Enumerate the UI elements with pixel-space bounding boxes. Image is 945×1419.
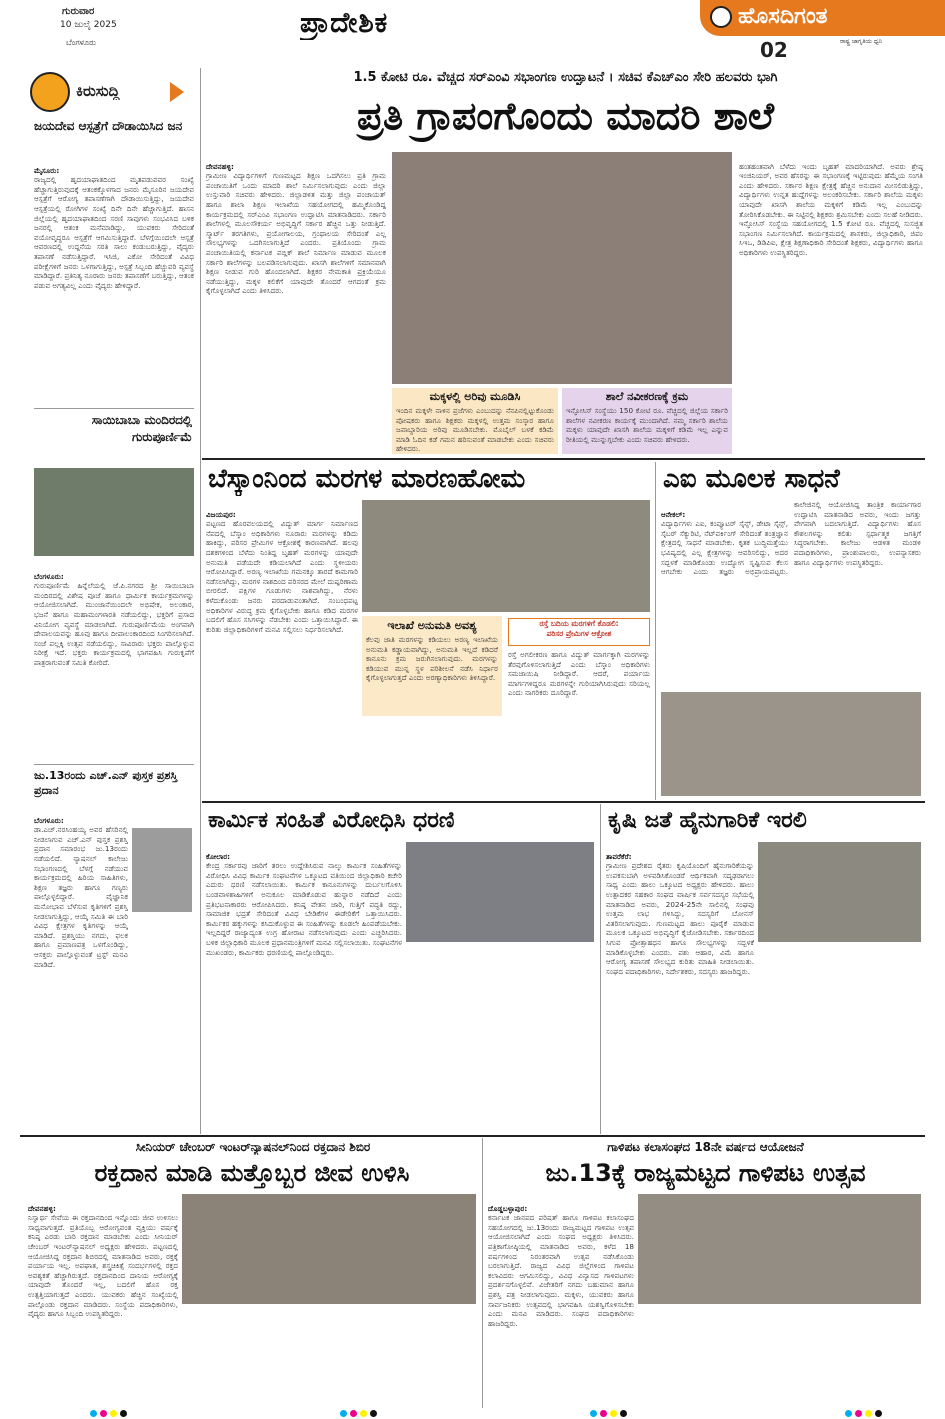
kite-dateline: ದೊಡ್ಡಬಳ್ಳಾಪುರ: — [488, 1203, 528, 1213]
masthead — [0, 0, 945, 64]
page-number: 02 — [760, 38, 788, 62]
masthead-day: ಗುರುವಾರ — [62, 6, 95, 17]
lead-box1-body: ಇಂದಿನ ಮಕ್ಕಳೇ ನಾಳಿನ ಪ್ರಜೆಗಳು ಎಂಬುದನ್ನು ನೆನಪಿನಲ್ಲಿಟ್ಟುಕೊಂಡು ಪೋಷಕರು ಹಾಗೂ ಶಿಕ್ಷಕರು ಮಕ್ಕಳಲ್ಲಿ ಉತ್ತಮ ಸಂಸ್ಕಾರ ಹಾಗೂ ಜವಾಬ್ದಾರಿಯ ಅರಿವು ಮೂಡಿಸಬೇಕು. ಮೊಬೈಲ್ ಬಳಕೆ ಕಡಿಮೆ ಮಾಡಿ ಓದಿನ ಕಡೆ ಗಮನ ಹರಿಸುವಂತೆ ಮಾಡಬೇಕು ಎಂದು ಸಚಿವರು ಹೇಳಿದರು. — [396, 406, 554, 454]
black-dot — [120, 1410, 127, 1417]
ai-story — [657, 462, 925, 800]
magenta-dot — [855, 1410, 862, 1417]
labour-headline: ಕಾರ್ಮಿಕ ಸಂಹಿತೆ ವಿರೋಧಿಸಿ ಧರಣಿ — [208, 808, 455, 833]
magenta-dot — [350, 1410, 357, 1417]
trees-box2-title: ರಸ್ತೆ ಬದಿಯ ಮರಗಳಿಗೆ ಕೊಡಲಿ: — [539, 619, 619, 628]
banner-arrow — [170, 82, 184, 102]
dairy-headline: ಕೃಷಿ ಜತೆ ಹೈನುಗಾರಿಕೆ ಇರಲಿ — [608, 808, 807, 833]
paper-logo — [700, 0, 945, 36]
brief2-photo — [34, 468, 194, 556]
blood-story — [20, 1138, 480, 1408]
section-title: ಪ್ರಾದೇಶಿಕ — [300, 6, 389, 39]
labour-dairy-rule — [600, 804, 601, 1134]
registration-marks-center — [340, 1410, 380, 1418]
lead-box2 — [562, 388, 732, 454]
lead-dateline: ದೇವನಹಳ್ಳಿ: — [206, 161, 234, 171]
brief2-title: ಸಾಯಿಬಾಬಾ ಮಂದಿರದಲ್ಲಿ ಗುರುಪೂರ್ಣಿಮೆ — [91, 413, 192, 444]
lead-box2-title: ಶಾಲೆ ನವೀಕರಣಕ್ಕೆ ಕ್ರಮ — [605, 390, 689, 403]
brief-divider-1 — [34, 408, 194, 409]
blood-dateline: ದೇವನಹಳ್ಳಿ: — [28, 1203, 56, 1213]
trees-dateline: ವಿಜಯಪುರ: — [206, 509, 236, 519]
yellow-dot — [865, 1410, 872, 1417]
bottom-band-rule — [20, 1135, 925, 1137]
brief2-text: ಗುರುಪೂರ್ಣಿಮೆ ಹಿನ್ನೆಲೆಯಲ್ಲಿ ಜೆ.ಪಿ.ನಗರದ ಶ್ರೀ ಸಾಯಿಬಾಬಾ ಮಂದಿರದಲ್ಲಿ ವಿಶೇಷ ಪೂಜೆ ಹಾಗೂ ಧಾರ್ಮಿಕ ಕಾರ್ಯಕ್ರಮಗಳನ್ನು ಆಯೋಜಿಸಲಾಗಿದೆ. ಮುಂಜಾನೆಯಿಂದಲೇ ಅಭಿಷೇಕ, ಅಲಂಕಾರ, ಭಜನೆ ಹಾಗೂ ಮಹಾಮಂಗಳಾರತಿ ನಡೆಯಲಿದ್ದು, ಭಕ್ತರಿಗೆ ಪ್ರಸಾದ ವಿನಿಯೋಗ ವ್ಯವಸ್ಥೆ ಮಾಡಲಾಗಿದೆ. ಗುರುಪೂರ್ಣಿಮೆಯ ಅಂಗವಾಗಿ ದೇವಾಲಯವನ್ನು ಹೂವು ಹಾಗೂ ದೀಪಾಲಂಕಾರದಿಂದ ಸಿಂಗರಿಸಲಾಗಿದೆ. ಸಂಜೆ ಪಲ್ಲಕ್ಕಿ ಉತ್ಸವ ನಡೆಯಲಿದ್ದು, ಸಾವಿರಾರು ಭಕ್ತರು ಪಾಲ್ಗೊಳ್ಳುವ ನಿರೀಕ್ಷೆ ಇದೆ. ಭಕ್ತರು ಕಾರ್ಯಕ್ರಮದಲ್ಲಿ ಭಾಗವಹಿಸಿ ಗುರುಕೃಪೆಗೆ ಪಾತ್ರರಾಗುವಂತೆ ಸಮಿತಿ ಕೋರಿದೆ. — [34, 581, 194, 667]
lead-bottom-rule — [202, 458, 925, 460]
lead-col2-text: ಹಂತಹಂತವಾಗಿ ಬೆಳೆದು ಇಂದು ಬೃಹತ್ ಮಾದರಿಯಾಗಿದೆ. ಅವರು ಶ್ರೇಷ್ಠ ಇಂಜಿನಿಯರ್, ಅವರ ಹೆಸರನ್ನು ಈ ಸಭಾಂಗಣಕ್ಕೆ ಇಟ್ಟಿರುವುದು ಹೆಮ್ಮೆಯ ಸಂಗತಿ ಎಂದು ಹೇಳಿದರು. ಸರ್ಕಾರ ಶಿಕ್ಷಣ ಕ್ಷೇತ್ರಕ್ಕೆ ಹೆಚ್ಚಿನ ಅನುದಾನ ಮೀಸಲಿಡುತ್ತಿದ್ದು, ವಿದ್ಯಾರ್ಥಿಗಳು ಉನ್ನತ ಹುದ್ದೆಗಳನ್ನು ಅಲಂಕರಿಸಬೇಕು. ಸರ್ಕಾರಿ ಶಾಲೆಯ ಮಕ್ಕಳು ಯಾವುದೇ ಖಾಸಗಿ ಶಾಲೆಯ ಮಕ್ಕಳಿಗೆ ಕಡಿಮೆ ಇಲ್ಲ ಎಂಬುದನ್ನು ತೋರಿಸಿಕೊಡಬೇಕು. ಈ ನಿಟ್ಟಿನಲ್ಲಿ ಶಿಕ್ಷಕರು ಶ್ರಮಿಸಬೇಕು ಎಂದು ಸಲಹೆ ನೀಡಿದರು. ಇನ್ಫೋಸಿಸ್ ಸಂಸ್ಥೆಯ ಸಹಯೋಗದಲ್ಲಿ 1.5 ಕೋಟಿ ರೂ. ವೆಚ್ಚದಲ್ಲಿ ಸುಸಜ್ಜಿತ ಸಭಾಂಗಣ ನಿರ್ಮಿಸಲಾಗಿದೆ. ಕಾರ್ಯಕ್ರಮದಲ್ಲಿ ಶಾಸಕರು, ಜಿಲ್ಲಾಧಿಕಾರಿ, ಜಿಪಂ ಸಿಇಒ, ಡಿಡಿಪಿಐ, ಕ್ಷೇತ್ರ ಶಿಕ್ಷಣಾಧಿಕಾರಿ ಸೇರಿದಂತೆ ಶಿಕ್ಷಕರು, ವಿದ್ಯಾರ್ಥಿಗಳು ಹಾಗೂ ಅಧಿಕಾರಿಗಳು ಉಪಸ್ಥಿತರಿದ್ದರು. — [739, 161, 923, 257]
registration-marks-mid — [590, 1410, 630, 1418]
lead-kicker: 1.5 ಕೋಟಿ ರೂ. ವೆಚ್ಚದ ಸರ್‌ಎಂವಿ ಸಭಾಂಗಣ ಉದ್ಘಾಟನೆ । ಸಚಿವ ಕೆಎಚ್‌ಎಂ ಸೇರಿ ಹಲವರು ಭಾಗಿ — [353, 70, 778, 85]
ai-photo — [661, 692, 921, 796]
paper-tagline: ರಾಷ್ಟ್ರ ಜಾಗೃತಿಯ ಧ್ವನಿ — [840, 38, 883, 45]
brief1-text: ರಾಜ್ಯದಲ್ಲಿ ಹೃದಯಾಘಾತದಿಂದ ಮೃತಪಡುವವರ ಸಂಖ್ಯೆ ಹೆಚ್ಚಾಗುತ್ತಿರುವುದಕ್ಕೆ ಆತಂಕಕ್ಕೊಳಗಾದ ಜನರು ಮೈಸೂರಿನ ಜಯದೇವ ಆಸ್ಪತ್ರೆಗೆ ಆರೋಗ್ಯ ತಪಾಸಣೆಗಾಗಿ ದೌಡಾಯಿಸುತ್ತಿದ್ದು, ಜಯದೇವ ಆಸ್ಪತ್ರೆಯಲ್ಲಿ ರೋಗಿಗಳ ಸಂಖ್ಯೆ ದಿನೇ ದಿನೇ ಹೆಚ್ಚಾಗುತ್ತಿದೆ. ಹಾಸನ ಜಿಲ್ಲೆಯಲ್ಲಿ ಹೃದಯಾಘಾತದಿಂದ ಸರಣಿ ಸಾವುಗಳು ಸಂಭವಿಸಿದ ಬಳಿಕ ಜನರಲ್ಲಿ ಆತಂಕ ಮನೆಮಾಡಿದ್ದು, ಯುವಕರು ಸೇರಿದಂತೆ ವಯೋವೃದ್ಧರೂ ಆಸ್ಪತ್ರೆಗೆ ಆಗಮಿಸುತ್ತಿದ್ದಾರೆ. ಬೆಳಗ್ಗೆಯಿಂದಲೇ ಆಸ್ಪತ್ರೆ ಆವರಣದಲ್ಲಿ ಉದ್ದನೆಯ ಸರತಿ ಸಾಲು ಕಂಡುಬರುತ್ತಿದ್ದು, ವೈದ್ಯರು ತಪಾಸಣೆ ನಡೆಸುತ್ತಿದ್ದಾರೆ. ಇಸಿಜಿ, ಎಕೋ ಸೇರಿದಂತೆ ವಿವಿಧ ಪರೀಕ್ಷೆಗಳಿಗೆ ಜನರು ಒಳಗಾಗುತ್ತಿದ್ದು, ಆಸ್ಪತ್ರೆ ಸಿಬ್ಬಂದಿ ಹೆಚ್ಚುವರಿ ವ್ಯವಸ್ಥೆ ಮಾಡಿದ್ದಾರೆ. ಪ್ರತಿನಿತ್ಯ ನೂರಾರು ಜನರು ತಪಾಸಣೆಗೆ ಬರುತ್ತಿದ್ದು, ಆತಂಕ ಪಡುವ ಅಗತ್ಯವಿಲ್ಲ ಎಂದು ವೈದ್ಯರು ಹೇಳಿದ್ದಾರೆ. — [34, 175, 194, 290]
ai-text: ವಿದ್ಯಾರ್ಥಿಗಳು ಎಐ, ಕಂಪ್ಯೂಟರ್ ಸೈನ್ಸ್, ಡೇಟಾ ಸೈನ್ಸ್, ಸೈಬರ್ ಸೆಕ್ಯುರಿಟಿ, ನೆಟ್‌ವರ್ಕಿಂಗ್ ಸೇರಿದಂತೆ ತಂತ್ರಜ್ಞಾನ ಕ್ಷೇತ್ರದಲ್ಲಿ ಸಾಧನೆ ಮಾಡಬೇಕು. ಕೃತಕ ಬುದ್ಧಿಮತ್ತೆಯು ಭವಿಷ್ಯದಲ್ಲಿ ಎಲ್ಲ ಕ್ಷೇತ್ರಗಳನ್ನು ಆವರಿಸಲಿದ್ದು, ಅದರ ಸದ್ಬಳಕೆ ಮಾಡಿಕೊಂಡು ಉದ್ಯೋಗ ಸೃಷ್ಟಿಸುವ ಕೆಲಸ ಆಗಬೇಕು ಎಂದು ತಜ್ಞರು ಅಭಿಪ್ರಾಯಪಟ್ಟರು. ಕಾಲೇಜಿನಲ್ಲಿ ಆಯೋಜಿಸಿದ್ದ ತಾಂತ್ರಿಕ ಕಾರ್ಯಾಗಾರ ಉದ್ಘಾಟಿಸಿ ಮಾತನಾಡಿದ ಅವರು, ಇಂದು ಜಗತ್ತು ವೇಗವಾಗಿ ಬದಲಾಗುತ್ತಿದೆ. ವಿದ್ಯಾರ್ಥಿಗಳು ಹೊಸ ಕೌಶಲಗಳನ್ನು ಕಲಿತು ಸ್ಪರ್ಧಾತ್ಮಕ ಜಗತ್ತಿಗೆ ಸಿದ್ಧರಾಗಬೇಕು. ಕಾಲೇಜು ಆಡಳಿತ ಮಂಡಳಿ ಪದಾಧಿಕಾರಿಗಳು, ಪ್ರಾಂಶುಪಾಲರು, ಉಪನ್ಯಾಸಕರು ಹಾಗೂ ವಿದ್ಯಾರ್ಥಿಗಳು ಉಪಸ್ಥಿತರಿದ್ದರು. — [661, 500, 921, 577]
lead-headline: ಪ್ರತಿ ಗ್ರಾಪಂಗೊಂದು ಮಾದರಿ ಶಾಲೆ — [356, 94, 775, 138]
labour-text: ಕೇಂದ್ರ ಸರ್ಕಾರವು ಜಾರಿಗೆ ತರಲು ಉದ್ದೇಶಿಸಿರುವ ನಾಲ್ಕು ಕಾರ್ಮಿಕ ಸಂಹಿತೆಗಳನ್ನು ವಿರೋಧಿಸಿ ವಿವಿಧ ಕಾರ್ಮಿಕ ಸಂಘಟನೆಗಳ ಒಕ್ಕೂಟದ ವತಿಯಿಂದ ಜಿಲ್ಲಾಧಿಕಾರಿ ಕಚೇರಿ ಎದುರು ಧರಣಿ ನಡೆಸಲಾಯಿತು. ಕಾರ್ಮಿಕ ಕಾನೂನುಗಳನ್ನು ದುರ್ಬಲಗೊಳಿಸಿ ಬಂಡವಾಳಶಾಹಿಗಳಿಗೆ ಅನುಕೂಲ ಮಾಡಿಕೊಡುವ ಹುನ್ನಾರ ನಡೆದಿದೆ ಎಂದು ಪ್ರತಿಭಟನಾಕಾರರು ಆರೋಪಿಸಿದರು. ಕನಿಷ್ಠ ವೇತನ ಜಾರಿ, ಗುತ್ತಿಗೆ ಪದ್ಧತಿ ರದ್ದು, ಸಾಮಾಜಿಕ ಭದ್ರತೆ ಸೇರಿದಂತೆ ವಿವಿಧ ಬೇಡಿಕೆಗಳ ಈಡೇರಿಕೆಗೆ ಒತ್ತಾಯಿಸಿದರು. ಕಾರ್ಮಿಕರ ಹಕ್ಕುಗಳನ್ನು ಕಸಿದುಕೊಳ್ಳುವ ಈ ಸಂಹಿತೆಗಳನ್ನು ಕೂಡಲೇ ಹಿಂಪಡೆಯಬೇಕು. ಇಲ್ಲದಿದ್ದರೆ ರಾಜ್ಯಾದ್ಯಂತ ಉಗ್ರ ಹೋರಾಟ ನಡೆಸಲಾಗುವುದು ಎಂದು ಎಚ್ಚರಿಸಿದರು. ಬಳಿಕ ಜಿಲ್ಲಾಧಿಕಾರಿ ಮೂಲಕ ಪ್ರಧಾನಮಂತ್ರಿಗಳಿಗೆ ಮನವಿ ಸಲ್ಲಿಸಲಾಯಿತು. ಸಂಘಟನೆಗಳ ಮುಖಂಡರು, ಕಾರ್ಮಿಕರು ಧರಣಿಯಲ್ಲಿ ಪಾಲ್ಗೊಂಡಿದ್ದರು. — [206, 861, 402, 957]
blood-text: ನಿಸ್ವಾರ್ಥ ಸೇವೆಯ ಈ ರಕ್ತದಾನದಿಂದ ಇನ್ನೊಂದು ಜೀವ ಉಳಿಸಲು ಸಾಧ್ಯವಾಗುತ್ತದೆ. ಪ್ರತಿಯೊಬ್ಬ ಆರೋಗ್ಯವಂತ ವ್ಯಕ್ತಿಯು ವರ್ಷಕ್ಕೆ ಕನಿಷ್ಠ ಎರಡು ಬಾರಿ ರಕ್ತದಾನ ಮಾಡಬೇಕು ಎಂದು ಸೀನಿಯರ್ ಚೇಂಬರ್ ಇಂಟರ್‌ನ್ಯಾಷನಲ್ ಅಧ್ಯಕ್ಷರು ಹೇಳಿದರು. ಪಟ್ಟಣದಲ್ಲಿ ಆಯೋಜಿಸಿದ್ದ ರಕ್ತದಾನ ಶಿಬಿರದಲ್ಲಿ ಮಾತನಾಡಿದ ಅವರು, ರಕ್ತಕ್ಕೆ ಪರ್ಯಾಯ ಇಲ್ಲ. ಅಪಘಾತ, ಶಸ್ತ್ರಚಿಕಿತ್ಸೆ ಸಂದರ್ಭಗಳಲ್ಲಿ ರಕ್ತದ ಅವಶ್ಯಕತೆ ಹೆಚ್ಚಾಗಿರುತ್ತದೆ. ರಕ್ತದಾನದಿಂದ ದಾನಿಯ ಆರೋಗ್ಯಕ್ಕೆ ಯಾವುದೇ ತೊಂದರೆ ಇಲ್ಲ, ಬದಲಿಗೆ ಹೊಸ ರಕ್ತ ಉತ್ಪತ್ತಿಯಾಗುತ್ತದೆ ಎಂದರು. ಯುವಕರು ಹೆಚ್ಚಿನ ಸಂಖ್ಯೆಯಲ್ಲಿ ಪಾಲ್ಗೊಂಡು ರಕ್ತದಾನ ಮಾಡಿದರು. ಸಂಸ್ಥೆಯ ಪದಾಧಿಕಾರಿಗಳು, ವೈದ್ಯರು ಹಾಗೂ ಸಿಬ್ಬಂದಿ ಉಪಸ್ಥಿತರಿದ್ದರು. — [28, 1213, 178, 1319]
pointing-hand-icon — [30, 72, 70, 112]
ai-body — [661, 500, 921, 686]
ai-dateline: ಆನೇಕಲ್: — [661, 509, 686, 519]
kirusuddi-banner — [30, 72, 190, 112]
lead-box2-body: ಇನ್ಫೋಸಿಸ್ ಸಂಸ್ಥೆಯು 150 ಕೋಟಿ ರೂ. ವೆಚ್ಚದಲ್ಲಿ ಜಿಲ್ಲೆಯ ಸರ್ಕಾರಿ ಶಾಲೆಗಳ ನವೀಕರಣ ಕಾರ್ಯಕ್ಕೆ ಮುಂದಾಗಿದೆ. ನಮ್ಮ ಸರ್ಕಾರಿ ಶಾಲೆಯ ಮಕ್ಕಳು ಯಾವುದೇ ಖಾಸಗಿ ಶಾಲೆಯ ಮಕ್ಕಳಿಗೆ ಕಡಿಮೆ ಇಲ್ಲ ಎನ್ನುವ ರೀತಿಯಲ್ಲಿ ಮುನ್ನುಗ್ಗಬೇಕು ಎಂದು ಸಚಿವರು ಹೇಳಿದರು. — [566, 406, 728, 444]
paper-name: ಹೊಸದಿಗಂತ — [738, 4, 828, 29]
logo-emblem-icon — [710, 6, 732, 28]
trees-box1 — [362, 616, 502, 716]
left-column-rule — [200, 68, 201, 1134]
trees-body — [206, 500, 358, 796]
lead-col1 — [206, 152, 386, 452]
registration-marks-right — [845, 1410, 885, 1418]
lead-story — [202, 66, 925, 458]
lead-photo — [392, 152, 732, 384]
labour-body — [206, 842, 402, 1130]
yellow-dot — [110, 1410, 117, 1417]
trees-story — [202, 462, 654, 800]
kite-body — [488, 1194, 634, 1404]
brief2-body — [34, 562, 194, 762]
brief2-dateline: ಬೆಂಗಳೂರು: — [34, 571, 64, 581]
blood-headline: ರಕ್ತದಾನ ಮಾಡಿ ಮತ್ತೊಬ್ಬರ ಜೀವ ಉಳಿಸಿ — [94, 1159, 410, 1187]
trees-headline: ಬೆಸ್ಕಾಂನಿಂದ ಮರಗಳ ಮಾರಣಹೋಮ — [208, 464, 526, 494]
kite-story — [484, 1138, 925, 1408]
brief3-text: ಡಾ.ಎಚ್.ನರಸಿಂಹಯ್ಯ ಅವರ ಹೆಸರಿನಲ್ಲಿ ನೀಡಲಾಗುವ ಎಚ್.ಎನ್ ಪುಸ್ತಕ ಪ್ರಶಸ್ತಿ ಪ್ರದಾನ ಸಮಾರಂಭ ಜು.13ರಂದು ನಡೆಯಲಿದೆ. ನ್ಯಾಷನಲ್ ಕಾಲೇಜು ಸಭಾಂಗಣದಲ್ಲಿ ಬೆಳಗ್ಗೆ ನಡೆಯುವ ಕಾರ್ಯಕ್ರಮದಲ್ಲಿ ಹಿರಿಯ ಸಾಹಿತಿಗಳು, ಶಿಕ್ಷಣ ತಜ್ಞರು ಹಾಗೂ ಗಣ್ಯರು ಪಾಲ್ಗೊಳ್ಳಲಿದ್ದಾರೆ. ವೈಜ್ಞಾನಿಕ ಮನೋಭಾವ ಬೆಳೆಸುವ ಕೃತಿಗಳಿಗೆ ಪ್ರಶಸ್ತಿ ನೀಡಲಾಗುತ್ತಿದ್ದು, ಆಯ್ಕೆ ಸಮಿತಿ ಈ ಬಾರಿ ವಿವಿಧ ಕ್ಷೇತ್ರಗಳ ಕೃತಿಗಳನ್ನು ಆಯ್ಕೆ ಮಾಡಿದೆ. ಪ್ರಶಸ್ತಿಯು ನಗದು, ಫಲಕ ಹಾಗೂ ಪ್ರಮಾಣಪತ್ರ ಒಳಗೊಂಡಿದ್ದು, ಆಸಕ್ತರು ಪಾಲ್ಗೊಳ್ಳುವಂತೆ ಟ್ರಸ್ಟ್ ಮನವಿ ಮಾಡಿದೆ. — [34, 825, 128, 969]
trees-text: ಪಟ್ಟಣದ ಹೊರವಲಯದಲ್ಲಿ ವಿದ್ಯುತ್ ಮಾರ್ಗ ನಿರ್ಮಾಣದ ನೆಪದಲ್ಲಿ ಬೆಸ್ಕಾಂ ಅಧಿಕಾರಿಗಳು ನೂರಾರು ಮರಗಳನ್ನು ಕಡಿದು ಹಾಕಿದ್ದು, ಪರಿಸರ ಪ್ರೇಮಿಗಳ ಆಕ್ರೋಶಕ್ಕೆ ಕಾರಣವಾಗಿದೆ. ಹಲವು ದಶಕಗಳಿಂದ ಬೆಳೆದು ನಿಂತಿದ್ದ ಬೃಹತ್ ಮರಗಳನ್ನು ಯಾವುದೇ ಅನುಮತಿ ಪಡೆಯದೇ ಕಡಿಯಲಾಗಿದೆ ಎಂದು ಸ್ಥಳೀಯರು ಆರೋಪಿಸಿದ್ದಾರೆ. ಅರಣ್ಯ ಇಲಾಖೆಯ ಗಮನಕ್ಕೂ ತಾರದೆ ಕಾಮಗಾರಿ ನಡೆಸಲಾಗಿದ್ದು, ಮರಗಳ ನಾಶದಿಂದ ಪರಿಸರದ ಮೇಲೆ ದುಷ್ಪರಿಣಾಮ ಬೀರಲಿದೆ. ಪಕ್ಷಿಗಳ ಗೂಡುಗಳು ನಾಶವಾಗಿದ್ದು, ನೆರಳು ಕಳೆದುಕೊಂಡು ಜನರು ಪರದಾಡುವಂತಾಗಿದೆ. ಸಂಬಂಧಪಟ್ಟ ಅಧಿಕಾರಿಗಳ ವಿರುದ್ಧ ಕ್ರಮ ಕೈಗೊಳ್ಳಬೇಕು ಹಾಗೂ ಕಡಿದ ಮರಗಳ ಬದಲಿಗೆ ಹೊಸ ಸಸಿಗಳನ್ನು ನೆಡಬೇಕು ಎಂದು ಒತ್ತಾಯಿಸಿದ್ದಾರೆ. ಈ ಕುರಿತು ಜಿಲ್ಲಾಧಿಕಾರಿಗಳಿಗೆ ಮನವಿ ಸಲ್ಲಿಸಲು ನಿರ್ಧರಿಸಲಾಗಿದೆ. — [206, 519, 358, 634]
lead-box1-title: ಮಕ್ಕಳಲ್ಲಿ ಅರಿವು ಮೂಡಿಸಿ — [429, 390, 521, 403]
labour-story — [202, 804, 598, 1134]
trees-body2: ರಸ್ತೆ ಅಗಲೀಕರಣ ಹಾಗೂ ವಿದ್ಯುತ್ ಮಾರ್ಗಕ್ಕಾಗಿ ಮರಗಳನ್ನು ತೆರವುಗೊಳಿಸಲಾಗುತ್ತಿದೆ ಎಂದು ಬೆಸ್ಕಾಂ ಅಧಿಕಾರಿಗಳು ಸಮಜಾಯಿಷಿ ನೀಡಿದ್ದಾರೆ. ಆದರೆ, ಪರ್ಯಾಯ ಮಾರ್ಗಗಳಿದ್ದರೂ ಮರಗಳನ್ನೇ ಗುರಿಯಾಗಿಸಿರುವುದು ಸರಿಯಲ್ಲ ಎಂದು ನಾಗರಿಕರು ದೂರಿದ್ದಾರೆ. — [508, 650, 650, 698]
labour-photo — [406, 842, 594, 942]
lead-box1 — [392, 388, 558, 454]
black-dot — [875, 1410, 882, 1417]
brief1-dateline: ಮೈಸೂರು: — [34, 165, 60, 175]
dairy-story — [602, 804, 925, 1134]
cyan-dot — [845, 1410, 852, 1417]
registration-marks-left — [90, 1410, 130, 1418]
blood-kite-rule — [482, 1138, 483, 1408]
magenta-dot — [100, 1410, 107, 1417]
ai-headline: ಎಐ ಮೂಲಕ ಸಾಧನೆ — [663, 464, 840, 494]
blood-photo — [182, 1194, 476, 1304]
kite-photo — [638, 1194, 921, 1304]
trees-photo — [362, 500, 650, 612]
left-column — [20, 68, 200, 1134]
trees-box1-body: ಕೆಲವು ಜಾತಿ ಮರಗಳನ್ನು ಕಡಿಯಲು ಅರಣ್ಯ ಇಲಾಖೆಯ ಅನುಮತಿ ಕಡ್ಡಾಯವಾಗಿದ್ದು, ಅನುಮತಿ ಇಲ್ಲದೆ ಕಡಿದರೆ ಕಾನೂನು ಕ್ರಮ ಜರುಗಿಸಲಾಗುವುದು. ಮರಗಳನ್ನು ಕಡಿಯುವ ಮುನ್ನ ಸ್ಥಳ ಪರಿಶೀಲನೆ ನಡೆಸಿ ನಿರ್ಧಾರ ಕೈಗೊಳ್ಳಲಾಗುತ್ತದೆ ಎಂದು ಅರಣ್ಯಾಧಿಕಾರಿಗಳು ತಿಳಿಸಿದ್ದಾರೆ. — [366, 635, 498, 683]
trees-box2-body: ಪರಿಸರ ಪ್ರೇಮಿಗಳ ಆಕ್ರೋಶ — [546, 629, 612, 638]
brief3-title: ಜು.13ರಂದು ಎಚ್.ಎನ್ ಪುಸ್ತಕ ಪ್ರಶಸ್ತಿ ಪ್ರದಾನ — [34, 769, 178, 797]
yellow-dot — [360, 1410, 367, 1417]
trees-box1-title: ಇಲಾಖೆ ಅನುಮತಿ ಅವಶ್ಯ — [387, 619, 477, 632]
trees-box2 — [508, 618, 650, 646]
yellow-dot — [610, 1410, 617, 1417]
blood-kicker: ಸೀನಿಯರ್ ಚೇಂಬರ್ ಇಂಟರ್‌ನ್ಯಾಷನಲ್‌ನಿಂದ ರಕ್ತದಾನ ಶಿಬಿರ — [135, 1140, 371, 1154]
dairy-dateline: ತಾವರೆಕೆರೆ: — [606, 851, 632, 861]
black-dot — [620, 1410, 627, 1417]
brief3-portrait — [132, 828, 192, 912]
mid-rule-1 — [202, 801, 925, 803]
brief3-body — [34, 806, 128, 1126]
kite-headline: ಜು.13ಕ್ಕೆ ರಾಜ್ಯಮಟ್ಟದ ಗಾಳಿಪಟ ಉತ್ಸವ — [545, 1159, 866, 1187]
black-dot — [370, 1410, 377, 1417]
brief3-dateline: ಬೆಂಗಳೂರು: — [34, 815, 64, 825]
masthead-city: ಬೆಂಗಳೂರು — [66, 38, 96, 47]
lead-col1-text: ಗ್ರಾಮೀಣ ವಿದ್ಯಾರ್ಥಿಗಳಿಗೆ ಗುಣಮಟ್ಟದ ಶಿಕ್ಷಣ ಒದಗಿಸಲು ಪ್ರತಿ ಗ್ರಾಮ ಪಂಚಾಯಿತಿಗೆ ಒಂದು ಮಾದರಿ ಶಾಲೆ ನಿರ್ಮಿಸಲಾಗುವುದು ಎಂದು ಜಿಲ್ಲಾ ಉಸ್ತುವಾರಿ ಸಚಿವರು ಹೇಳಿದರು. ಜಿಲ್ಲಾಡಳಿತ ಮತ್ತು ಜಿಲ್ಲಾ ಪಂಚಾಯತ್ ಹಾಗೂ ಶಾಲಾ ಶಿಕ್ಷಣ ಇಲಾಖೆಯ ಸಹಯೋಗದಲ್ಲಿ ಹಮ್ಮಿಕೊಂಡಿದ್ದ ಕಾರ್ಯಕ್ರಮದಲ್ಲಿ ಸರ್‌ಎಂವಿ ಸಭಾಂಗಣ ಉದ್ಘಾಟಿಸಿ ಮಾತನಾಡಿದರು. ಸರ್ಕಾರಿ ಶಾಲೆಗಳಲ್ಲಿ ಮೂಲಸೌಕರ್ಯ ಅಭಿವೃದ್ಧಿಗೆ ಸರ್ಕಾರ ಹೆಚ್ಚಿನ ಒತ್ತು ನೀಡುತ್ತಿದೆ. ಸ್ಮಾರ್ಟ್ ತರಗತಿಗಳು, ಪ್ರಯೋಗಾಲಯ, ಗ್ರಂಥಾಲಯ ಸೇರಿದಂತೆ ಎಲ್ಲ ಸೌಲಭ್ಯಗಳನ್ನು ಒದಗಿಸಲಾಗುತ್ತಿದೆ ಎಂದರು. ಪ್ರತಿಯೊಂದು ಗ್ರಾಮ ಪಂಚಾಯಿತಿಯಲ್ಲಿ ಕರ್ನಾಟಕ ಪಬ್ಲಿಕ್ ಶಾಲೆ ನಿರ್ಮಾಣ ಮಾಡುವ ಮೂಲಕ ಸರ್ಕಾರಿ ಶಾಲೆಗಳನ್ನು ಬಲಪಡಿಸಲಾಗುವುದು. ಖಾಸಗಿ ಶಾಲೆಗಳಿಗೆ ಸಮಾನವಾಗಿ ಶಿಕ್ಷಣ ನೀಡುವ ಗುರಿ ಹೊಂದಲಾಗಿದೆ. ಶಿಕ್ಷಕರ ನೇಮಕಾತಿ ಪ್ರಕ್ರಿಯೆಯೂ ನಡೆಯುತ್ತಿದ್ದು, ಮಕ್ಕಳ ಕಲಿಕೆಗೆ ಯಾವುದೇ ತೊಂದರೆ ಆಗದಂತೆ ಕ್ರಮ ಕೈಗೊಳ್ಳಲಾಗಿದೆ ಎಂದು ತಿಳಿಸಿದರು. — [206, 171, 386, 296]
kirusuddi-label: ಕಿರುಸುದ್ದಿ — [76, 82, 120, 100]
dairy-body — [606, 842, 754, 1130]
labour-dateline: ಕೋಲಾರ: — [206, 851, 231, 861]
cyan-dot — [590, 1410, 597, 1417]
dairy-photo — [758, 842, 921, 942]
kite-kicker: ಗಾಳಿಪಟ ಕಲಾಸಂಘದ 18ನೇ ವರ್ಷದ ಆಯೋಜನೆ — [607, 1140, 804, 1154]
dairy-text: ಗ್ರಾಮೀಣ ಪ್ರದೇಶದ ರೈತರು ಕೃಷಿಯೊಂದಿಗೆ ಹೈನುಗಾರಿಕೆಯನ್ನು ಉಪಕಸುಬಾಗಿ ಅಳವಡಿಸಿಕೊಂಡರೆ ಆರ್ಥಿಕವಾಗಿ ಸದೃಢರಾಗಲು ಸಾಧ್ಯ ಎಂದು ಹಾಲು ಒಕ್ಕೂಟದ ಅಧ್ಯಕ್ಷರು ಹೇಳಿದರು. ಹಾಲು ಉತ್ಪಾದಕರ ಸಹಕಾರ ಸಂಘದ ವಾರ್ಷಿಕ ಸರ್ವಸದಸ್ಯರ ಸಭೆಯಲ್ಲಿ ಮಾತನಾಡಿದ ಅವರು, 2024-25ನೇ ಸಾಲಿನಲ್ಲಿ ಸಂಘವು ಉತ್ತಮ ಲಾಭ ಗಳಿಸಿದ್ದು, ಸದಸ್ಯರಿಗೆ ಬೋನಸ್ ವಿತರಿಸಲಾಗುವುದು. ಗುಣಮಟ್ಟದ ಹಾಲು ಪೂರೈಕೆ ಮಾಡುವ ಮೂಲಕ ಒಕ್ಕೂಟದ ಅಭಿವೃದ್ಧಿಗೆ ಕೈಜೋಡಿಸಬೇಕು. ಸರ್ಕಾರದಿಂದ ಸಿಗುವ ಪ್ರೋತ್ಸಾಹಧನ ಹಾಗೂ ಸೌಲಭ್ಯಗಳನ್ನು ಸದ್ಬಳಕೆ ಮಾಡಿಕೊಳ್ಳಬೇಕು ಎಂದರು. ಪಶು ಆಹಾರ, ವಿಮೆ ಹಾಗೂ ಆರೋಗ್ಯ ತಪಾಸಣೆ ಸೌಲಭ್ಯದ ಕುರಿತು ಮಾಹಿತಿ ನೀಡಲಾಯಿತು. ಸಂಘದ ಪದಾಧಿಕಾರಿಗಳು, ನಿರ್ದೇಶಕರು, ಸದಸ್ಯರು ಹಾಜರಿದ್ದರು. — [606, 861, 754, 976]
lead-col2 — [739, 152, 923, 452]
kite-text: ಕರ್ನಾಟಕ ಜಾನಪದ ಪರಿಷತ್ ಹಾಗೂ ಗಾಳಿಪಟ ಕಲಾಸಂಘದ ಸಹಯೋಗದಲ್ಲಿ ಜು.13ರಂದು ರಾಜ್ಯಮಟ್ಟದ ಗಾಳಿಪಟ ಉತ್ಸವ ಆಯೋಜಿಸಲಾಗಿದೆ ಎಂದು ಸಂಘದ ಅಧ್ಯಕ್ಷರು ತಿಳಿಸಿದರು. ಪತ್ರಿಕಾಗೋಷ್ಠಿಯಲ್ಲಿ ಮಾತನಾಡಿದ ಅವರು, ಕಳೆದ 18 ವರ್ಷಗಳಿಂದ ನಿರಂತರವಾಗಿ ಉತ್ಸವ ನಡೆಸಿಕೊಂಡು ಬರಲಾಗುತ್ತಿದೆ. ರಾಜ್ಯದ ವಿವಿಧ ಜಿಲ್ಲೆಗಳಿಂದ ಗಾಳಿಪಟ ಕಲಾವಿದರು ಆಗಮಿಸಲಿದ್ದು, ವಿವಿಧ ವಿನ್ಯಾಸದ ಗಾಳಿಪಟಗಳು ಪ್ರದರ್ಶನಗೊಳ್ಳಲಿವೆ. ವಿಜೇತರಿಗೆ ನಗದು ಬಹುಮಾನ ಹಾಗೂ ಪ್ರಶಸ್ತಿ ಪತ್ರ ನೀಡಲಾಗುವುದು. ಮಕ್ಕಳು, ಯುವಕರು ಹಾಗೂ ಸಾರ್ವಜನಿಕರು ಉತ್ಸವದಲ್ಲಿ ಭಾಗವಹಿಸಿ ಯಶಸ್ವಿಗೊಳಿಸಬೇಕು ಎಂದು ಮನವಿ ಮಾಡಿದರು. ಸಂಘದ ಪದಾಧಿಕಾರಿಗಳು ಹಾಜರಿದ್ದರು. — [488, 1213, 634, 1328]
brief-divider-2 — [34, 764, 194, 765]
trees-ai-rule — [655, 462, 656, 800]
blood-body — [28, 1194, 178, 1404]
magenta-dot — [600, 1410, 607, 1417]
cyan-dot — [90, 1410, 97, 1417]
cyan-dot — [340, 1410, 347, 1417]
masthead-date: 10 ಜುಲೈ 2025 — [60, 20, 117, 30]
brief1-title: ಜಯದೇವ ಆಸ್ಪತ್ರೆಗೆ ದೌಡಾಯಿಸಿದ ಜನ — [34, 119, 183, 133]
